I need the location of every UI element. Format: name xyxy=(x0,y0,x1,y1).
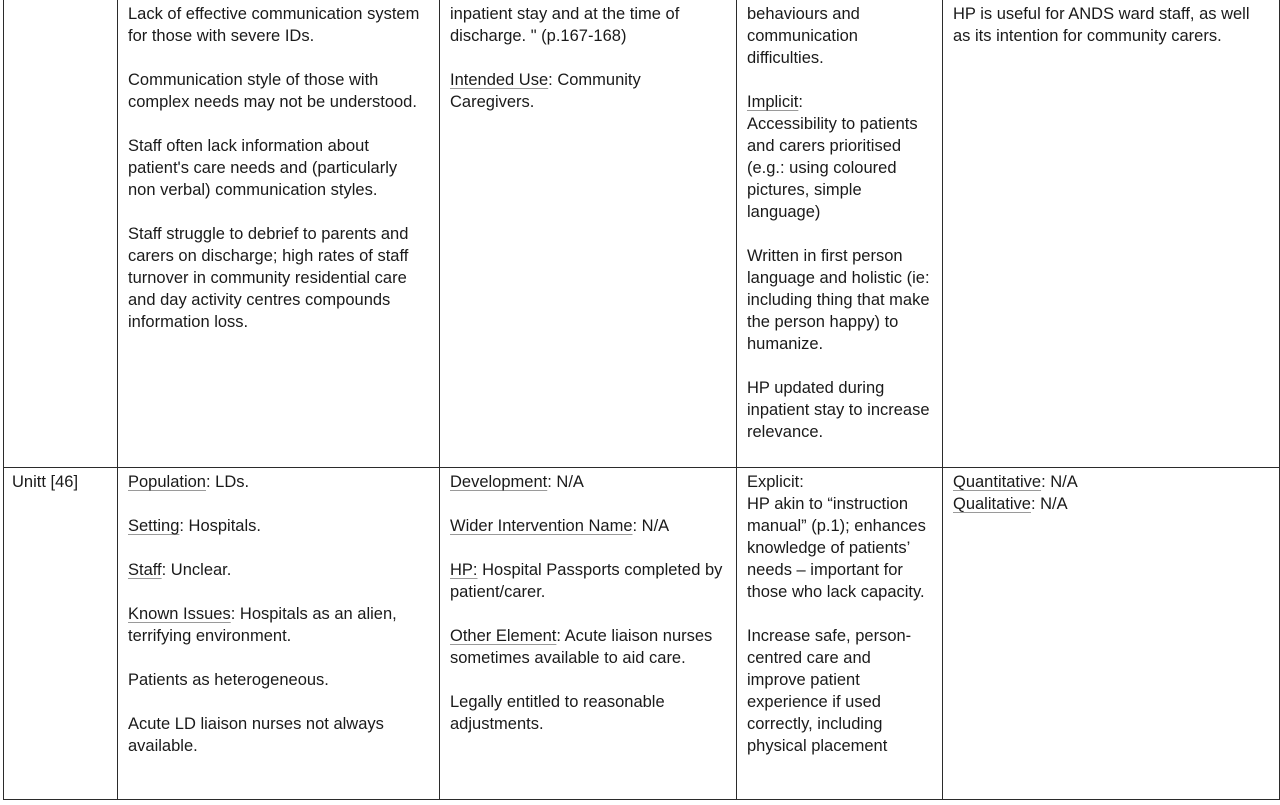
cell-paragraph xyxy=(450,69,726,113)
cell-paragraph xyxy=(128,223,429,333)
outcome-cell xyxy=(943,0,1280,468)
cell-paragraph xyxy=(128,69,429,113)
intervention-cell xyxy=(440,0,737,468)
cell-paragraph xyxy=(450,515,726,537)
field-text: : Unclear. xyxy=(161,561,232,579)
field-label: Population xyxy=(128,473,206,491)
field-label: Staff xyxy=(128,561,162,579)
cell-paragraph xyxy=(128,603,429,647)
cell-paragraph xyxy=(128,135,429,201)
field-text: behaviours and communication difficulties. xyxy=(747,5,860,67)
cell-paragraph xyxy=(128,713,429,757)
field-text: Explicit: HP akin to “instruction manual” (p.1); enhances knowledge of patients’ needs – important for those who lack capacity. xyxy=(747,473,926,601)
cell-paragraph xyxy=(953,3,1269,47)
field-label: Setting xyxy=(128,517,180,535)
study-cell xyxy=(4,0,118,468)
table-row xyxy=(4,0,1280,468)
outcome-cell xyxy=(943,468,1280,800)
field-text: : Accessibility to patients and carers prioritised (e.g.: using coloured pictures, simple language) xyxy=(747,93,918,221)
cell-paragraph xyxy=(128,471,429,493)
field-label: Implicit xyxy=(747,93,799,111)
field-text: Written in first person language and holistic (ie: including thing that make the person happy) to humanize. xyxy=(747,247,930,353)
field-text: : Community Caregivers. xyxy=(450,71,641,111)
cell-paragraph xyxy=(747,91,932,223)
cell-paragraph xyxy=(747,377,932,443)
cell-paragraph xyxy=(953,471,1269,493)
field-label: Quantitative xyxy=(953,473,1042,491)
field-label: Intended Use xyxy=(450,71,549,89)
field-text: HP updated during inpatient stay to increase relevance. xyxy=(747,379,930,441)
cell-paragraph xyxy=(128,669,429,691)
field-text: Staff struggle to debrief to parents and carers on discharge; high rates of staff turnover in community residential care and day activity centres compounds information loss. xyxy=(128,225,409,331)
cell-paragraph xyxy=(128,3,429,47)
field-text: : Acute liaison nurses sometimes available to aid care. xyxy=(450,627,713,667)
field-text: Patients as heterogeneous. xyxy=(128,671,329,689)
evidence-table xyxy=(3,0,1280,800)
study-cell xyxy=(4,468,118,800)
field-text: inpatient stay and at the time of discharge. " (p.167-168) xyxy=(450,5,680,45)
field-text: Legally entitled to reasonable adjustments. xyxy=(450,693,665,733)
field-label: HP: xyxy=(450,561,478,579)
intervention-cell xyxy=(440,468,737,800)
field-label: Development xyxy=(450,473,548,491)
cell-paragraph xyxy=(128,559,429,581)
field-text: Hospital Passports completed by patient/carer. xyxy=(450,561,723,601)
field-text: Staff often lack information about patient's care needs and (particularly non verbal) communication styles. xyxy=(128,137,398,199)
field-text: Increase safe, person-centred care and improve patient experience if used correctly, including physical placement xyxy=(747,627,912,755)
field-text: : N/A xyxy=(632,517,670,535)
mechanism-cell xyxy=(737,468,943,800)
field-text: : N/A xyxy=(1041,473,1078,491)
context-cell xyxy=(118,468,440,800)
field-text: HP is useful for ANDS ward staff, as well as its intention for community carers. xyxy=(953,5,1250,45)
field-text: Communication style of those with complex needs may not be understood. xyxy=(128,71,417,111)
field-text: Lack of effective communication system for those with severe IDs. xyxy=(128,5,420,45)
cell-paragraph xyxy=(450,691,726,735)
cell-paragraph xyxy=(450,559,726,603)
field-text: : N/A xyxy=(1030,495,1068,513)
cell-paragraph xyxy=(450,625,726,669)
field-text: Acute LD liaison nurses not always available. xyxy=(128,715,384,755)
field-label: Other Element xyxy=(450,627,557,645)
mechanism-cell xyxy=(737,0,943,468)
cell-paragraph xyxy=(450,3,726,47)
field-text: : Hospitals as an alien, terrifying environment. xyxy=(128,605,397,645)
field-text: : N/A xyxy=(547,473,584,491)
cell-paragraph xyxy=(747,471,932,603)
field-label: Wider Intervention Name xyxy=(450,517,633,535)
field-label: Qualitative xyxy=(953,495,1031,513)
study-name: Unitt [46] xyxy=(12,473,79,491)
cell-paragraph xyxy=(747,3,932,69)
field-text: : LDs. xyxy=(205,473,250,491)
cell-paragraph xyxy=(747,625,932,757)
cell-paragraph xyxy=(953,493,1269,515)
field-label: Known Issues xyxy=(128,605,231,623)
cell-paragraph xyxy=(747,245,932,355)
cell-paragraph xyxy=(128,515,429,537)
field-text: : Hospitals. xyxy=(179,517,261,535)
cell-paragraph xyxy=(450,471,726,493)
table-row xyxy=(4,468,1280,800)
context-cell xyxy=(118,0,440,468)
